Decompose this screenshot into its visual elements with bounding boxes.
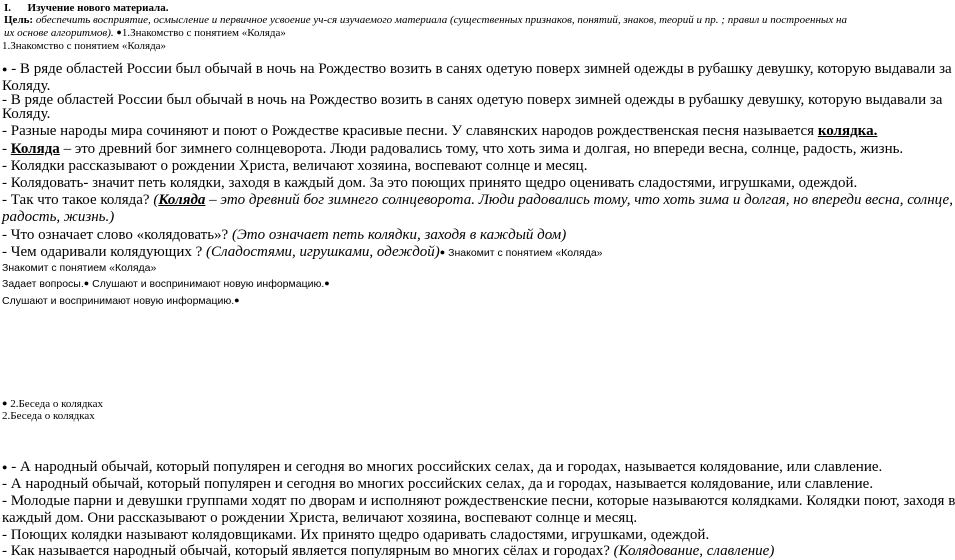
goal-line-2: их основе алгоритмов). ●1.Знакомство с понятием «Коляда» bbox=[4, 27, 286, 39]
goal-text: обеспечить восприятие, осмысление и первичное усвоение уч-ся изучаемого материала (существенных признаков, понятий, знаков, теорий и пр. ; правил и построенных на bbox=[35, 14, 847, 26]
bullet-icon: ● bbox=[2, 64, 8, 74]
bullet-icon: ● bbox=[2, 398, 8, 408]
term-kolyada-answer: Коляда bbox=[158, 192, 206, 208]
para1-line-2: Коляду. bbox=[2, 78, 51, 94]
para2-line-4: каждый дом. Они рассказывают о рождении Христа, величают хозяина, воспевают солнце и месяц. bbox=[2, 510, 638, 526]
para1-line-8: - Колядовать- значит петь колядки, заходя в каждый дом. За это поющих принято щедро оценивать сладостями, игрушками, одеждой. bbox=[2, 175, 858, 191]
section-title: I. Изучение нового материала. bbox=[4, 2, 169, 14]
bullet-icon: ● bbox=[234, 295, 240, 305]
para2-line-3: - Молодые парни и девушки группами ходят по дворам и исполняют рождественские песни, которые называются колядками. Колядки поют, заходя в bbox=[2, 493, 955, 509]
para2-line-5: - Поющих колядки называют колядовщиками. Их принято щедро одаривать сладостями, игрушками, одеждой. bbox=[2, 527, 710, 543]
bullet-icon: ● bbox=[324, 278, 330, 288]
para1-line-9: - Так что такое коляда? (Коляда – это древний бог зимнего солнцеворота. Люди радовались тому, что хоть зима и долгая, но впереди весна, солнце, bbox=[2, 192, 953, 208]
bullet-icon: ● bbox=[116, 27, 122, 37]
bullet-icon: ● bbox=[439, 247, 446, 257]
term-kolyada: Коляда bbox=[10, 141, 60, 157]
heading-1: 1.Знакомство с понятием «Коляда» bbox=[2, 40, 167, 52]
para2-line-6: - Как называется народный обычай, который является популярным во многих сёлах и городах? (Колядование, славление) bbox=[2, 543, 775, 559]
heading-2a: ● 2.Беседа о колядках bbox=[2, 398, 103, 410]
heading-2b: 2.Беседа о колядках bbox=[2, 410, 95, 422]
bullet-icon: ● bbox=[83, 278, 90, 288]
small-line-1: Знакомит с понятием «Коляда» bbox=[2, 262, 157, 274]
para1-line-12: - Чем одаривали колядующих ? (Сладостями, игрушками, одеждой)● Знакомит с понятием «Коляда» bbox=[2, 244, 603, 260]
para1-line-4: Коляду. bbox=[2, 106, 51, 122]
small-line-2: Задает вопросы.● Слушают и воспринимают новую информацию.● bbox=[2, 278, 330, 290]
para1-line-11: - Что означает слово «колядовать»? (Это означает петь колядки, заходя в каждый дом) bbox=[2, 227, 567, 243]
term-kolyadka: колядка. bbox=[817, 123, 878, 139]
para1-line-1: ● - В ряде областей России был обычай в ночь на Рождество возить в санях одетую поверх зимней одежды в рубашку девушку, которую выдавали за bbox=[2, 61, 952, 77]
small-line-3: Слушают и воспринимают новую информацию.● bbox=[2, 295, 240, 307]
para1-line-3: - В ряде областей России был обычай в ночь на Рождество возить в санях одетую поверх зимней одежды в рубашку девушку, которую выдавали за bbox=[2, 92, 943, 108]
bullet-icon: ● bbox=[2, 462, 8, 472]
para1-line-5: - Разные народы мира сочиняют и поют о Рождестве красивые песни. У славянских народов рождественская песня называется колядка. bbox=[2, 123, 878, 139]
goal-label: Цель: bbox=[4, 14, 34, 26]
goal-line-1 bbox=[4, 14, 847, 27]
para1-line-6: - Коляда – это древний бог зимнего солнцеворота. Люди радовались тому, что хоть зима и долгая, но впереди весна, солнце, радость, жизнь. bbox=[2, 141, 904, 157]
para2-line-2: - А народный обычай, который популярен и сегодня во многих российских селах, да и городах, называется колядование, или славление. bbox=[2, 476, 874, 492]
para1-line-10: радость, жизнь.) bbox=[2, 209, 115, 225]
para1-line-7: - Колядки рассказывают о рождении Христа, величают хозяина, воспевают солнце и месяц. bbox=[2, 158, 588, 174]
para2-line-1: ● - А народный обычай, который популярен и сегодня во многих российских селах, да и городах, называется колядование, или славление. bbox=[2, 459, 883, 475]
